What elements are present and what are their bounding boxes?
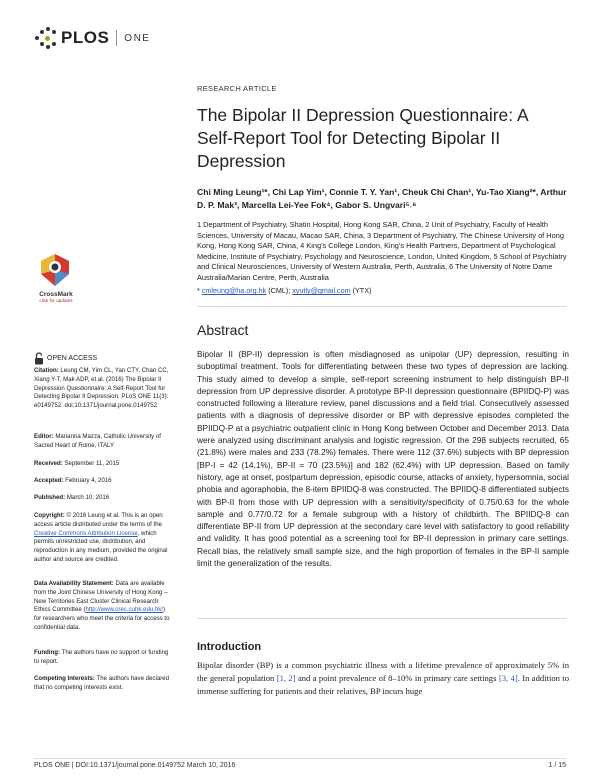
- data-availability-label: Data Availability Statement:: [34, 580, 114, 587]
- article-title: The Bipolar II Depression Questionnaire: A Self-Report Tool for Detecting Bipolar II Depression: [197, 105, 528, 171]
- accepted-label: Accepted:: [34, 477, 64, 484]
- crec-link[interactable]: http://www.crec.cuhk.edu.hk/: [85, 606, 164, 614]
- section-label: RESEARCH ARTICLE: [197, 84, 277, 93]
- data-availability-text-2: ) for researchers who meet the criteria for access to confidential data.: [34, 606, 170, 631]
- abstract-heading: Abstract: [197, 322, 249, 338]
- copyright-text-2: , which permits unrestricted use, distribution, and reproduction in any medium, provided the original author and source are credited.: [34, 529, 168, 563]
- divider: [197, 618, 567, 619]
- data-availability-block: [34, 580, 172, 633]
- correspondence: [197, 286, 567, 295]
- crossmark-icon: [38, 252, 72, 288]
- correspondence-label-ytx: (YTX): [350, 286, 372, 295]
- published-text: March 10, 2016: [65, 494, 110, 501]
- accepted-block: [34, 477, 172, 486]
- funding-block: [34, 649, 172, 667]
- competing-interests-label: Competing Interests:: [34, 675, 95, 682]
- introduction-heading: Introduction: [197, 641, 262, 653]
- abstract-text: Bipolar II (BP-II) depression is often misdiagnosed as unipolar (UP) depression, resulting in suboptimal treatment. Tools for differentiating between these two types of depression are lacking. This study aimed to develop a simple, self-report screening instrument to help distinguish BP-II depression from UP depressive disorder. A prototype BP-II depression questionnaire (BPIIDQ-P) was constructed following a literature review, panel discussions and a field trial. Consecutively assessed patients with a diagnosis of depressive disorder or BP with depressive episodes completed the BPIIDQ-P at a psychiatric outpatient clinic in Hong Kong between October and December 2013. Data were analyzed using discriminant analysis and logistic regression. Of the 298 subjects recruited, 65 (21.8%) were males and 233 (78.2%) females. There were 112 (37.6%) subjects with BP depression [BP-I = 42 (14.1%), BP-II = 70 (23.5%)] and 182 (62.4%) with UP depression. Based on family history, age at onset, postpartum depression, episodic course, attacks of anxiety, hypersomnia, social phobia and agoraphobia, the 8-item BPIIDQ-8 was constructed. The BPIIDQ-8 differentiated subjects with BP-II from those with UP depression with a sensitivity/specificity of 0.75/0.63 for the whole sample and 0.77/0.72 for a female subgroup with a history of childbirth. The BPIIDQ-8 can differentiate BP-II from UP depression at the secondary care level with satisfactory to good reliability and validity. It has good potential as a screening tool for BP-II depression in primary care settings. Recall bias, the relatively small sample size, and the high proportion of females in the BP-II sample limit the generalization of the results.: [197, 349, 569, 569]
- affiliations: 1 Department of Psychiatry, Shatin Hospital, Hong Kong SAR, China, 2 Unit of Psychiatry, Faculty of Health Sciences, University of Macau, Macao SAR, China, 3 Department of Psychiatry, The Chinese University of Hong Kong, Hong Kong SAR, China, 4 King's College London, King's Health Partners, Department of Psychological Medicine, Institute of Psychiatry, Psychology and Neuroscience, London, United Kingdom, 5 School of Psychiatry and Clinical Neurosciences, University of Western Australia, Perth, Australia, 6 The University of Notre Dame Australia/Marian Centre, Perth, Australia: [197, 220, 567, 282]
- logo-journal: ONE: [124, 32, 151, 44]
- page-number: 1 / 15: [548, 762, 566, 769]
- citation-text: Leung CM, Yim CL, Yan CTY, Chan CC, Xiang Y-T, Mak ADP, et al. (2016) The Bipolar II Depression Questionnaire: A Self-Report Tool for Detecting Bipolar II Depression. PLoS ONE 11(3): e0149752. doi:10.1371/journal.pone.0149752: [34, 367, 169, 410]
- author-list: Chi Ming Leung¹*, Chi Lap Yim¹, Connie T. Y. Yan¹, Cheuk Chi Chan¹, Yu-Tao Xiang²*, Arthur D. P. Mak³, Marcella Lei-Yee Fok⁴, Gabor S. Ungvari⁵˒⁶: [197, 187, 567, 210]
- citation-link-1-2[interactable]: [1, 2]: [276, 672, 296, 683]
- footer-doi: PLOS ONE | DOI:10.1371/journal.pone.0149752 March 10, 2016: [34, 762, 236, 769]
- email-link-ytx[interactable]: xyutly@gmail.com: [292, 286, 351, 295]
- data-availability-text-1: Data are available from the Joint Chinese University of Hong Kong – New Territories East Cluster Clinical Research Ethics Committee (: [34, 580, 168, 614]
- citation-block: [34, 367, 172, 411]
- crossmark-label: CrossMark: [39, 291, 73, 298]
- received-text: September 11, 2015: [62, 460, 120, 467]
- citation-label: Citation:: [34, 367, 59, 374]
- email-link-cml[interactable]: cmleung@ha.org.hk: [201, 286, 267, 295]
- introduction-text: [197, 659, 569, 697]
- plos-one-logo[interactable]: [34, 27, 150, 49]
- copyright-block: [34, 512, 172, 565]
- editor-label: Editor:: [34, 433, 54, 440]
- open-lock-icon: [34, 352, 44, 365]
- crossmark-badge[interactable]: [34, 252, 78, 303]
- open-access-label: OPEN ACCESS: [47, 355, 98, 362]
- competing-interests-text: The authors have declared that no competing interests exist.: [34, 675, 170, 691]
- received-block: [34, 460, 172, 469]
- plos-dots-icon: [34, 27, 58, 49]
- editor-text: Marianna Mazza, Catholic University of Sacred Heart of Rome, ITALY: [34, 433, 161, 449]
- copyright-label: Copyright:: [34, 512, 65, 519]
- intro-text-3: . In addition to immense suffering for patients and their relatives, BP incurs huge: [197, 672, 569, 696]
- license-link[interactable]: Creative Commons Attribution License: [34, 529, 138, 537]
- crossmark-sub: click for updates: [39, 298, 73, 303]
- footer-divider: [34, 758, 566, 759]
- correspondence-label-cml: (CML);: [266, 286, 293, 295]
- editor-block: [34, 433, 172, 451]
- copyright-text-1: © 2016 Leung et al. This is an open access article distributed under the terms of the: [34, 512, 163, 528]
- logo-separator: [116, 30, 117, 46]
- open-access-badge: [34, 352, 97, 365]
- correspondence-marker: *: [197, 286, 200, 295]
- competing-interests-block: [34, 675, 172, 693]
- funding-text: The authors have no support or funding to report.: [34, 649, 169, 665]
- accepted-text: February 4, 2016: [63, 477, 112, 484]
- citation-link-3-4[interactable]: [3, 4]: [498, 672, 518, 683]
- divider: [197, 306, 567, 307]
- intro-text-2: and a point prevalence of 8–10% in primary care settings: [295, 672, 499, 683]
- funding-label: Funding:: [34, 649, 61, 656]
- intro-text-1: Bipolar disorder (BP) is a common psychiatric illness with a lifetime prevalence of approximately 5% in the general population: [197, 660, 569, 683]
- logo-word: PLOS: [61, 28, 110, 47]
- published-label: Published:: [34, 494, 66, 501]
- published-block: [34, 494, 172, 503]
- received-label: Received:: [34, 460, 63, 467]
